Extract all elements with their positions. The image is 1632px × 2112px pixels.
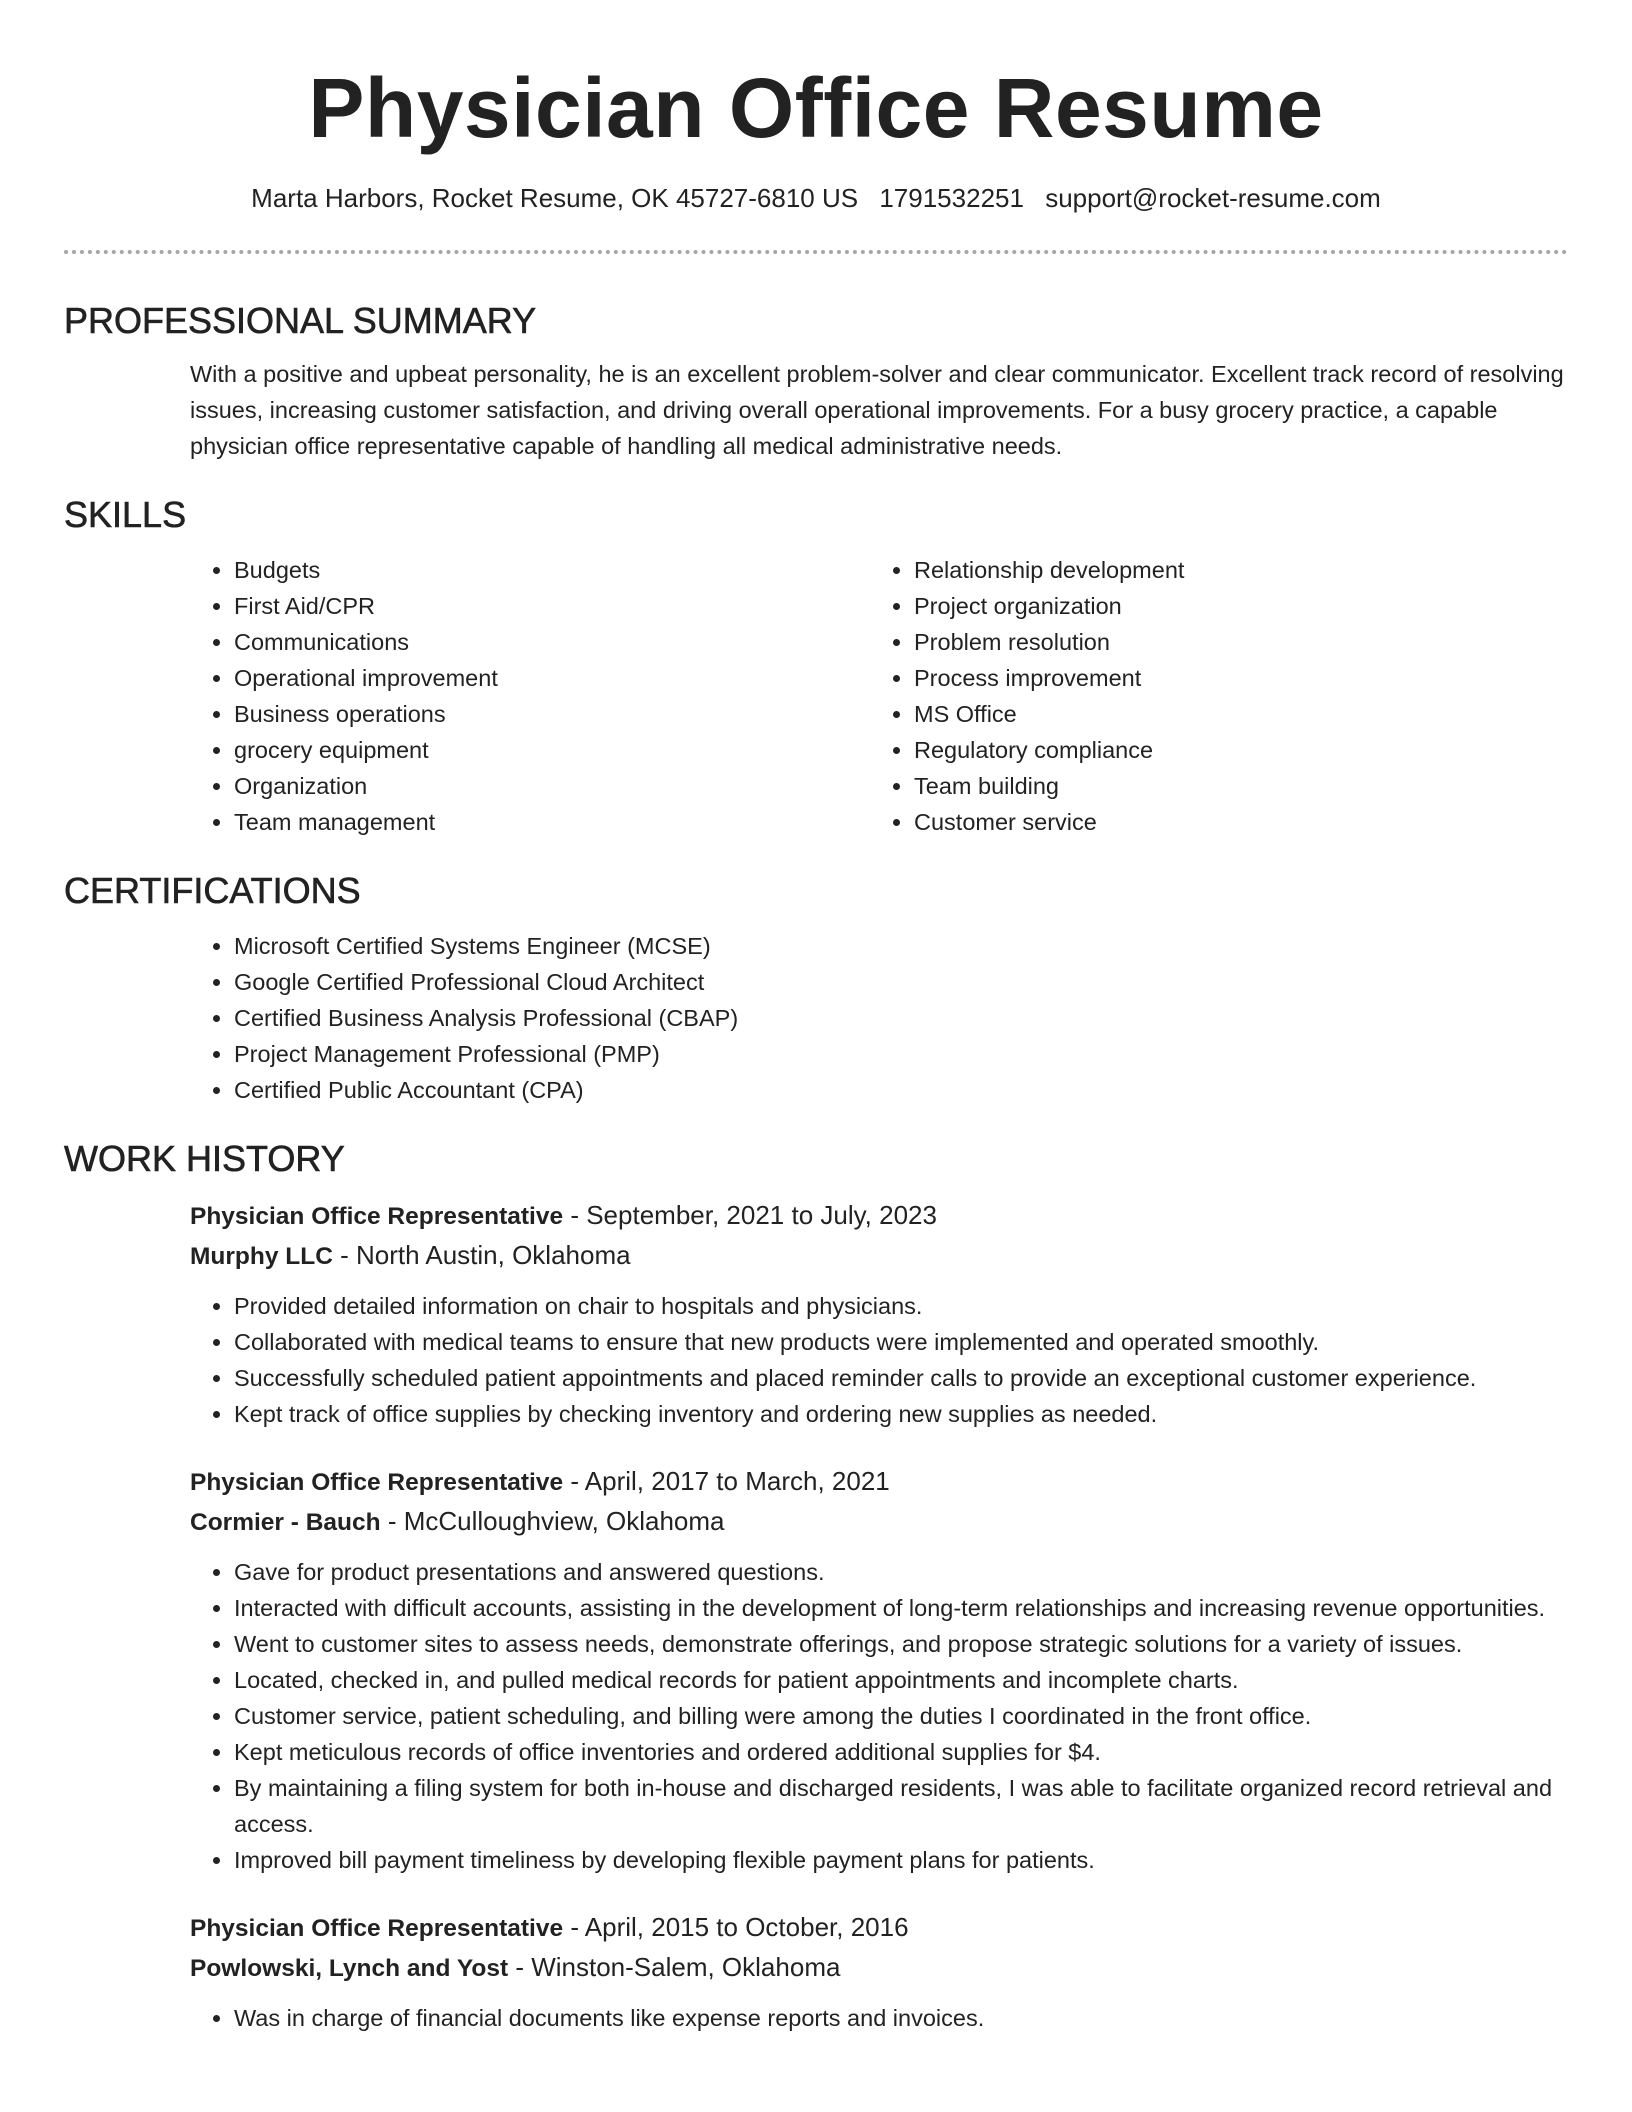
job-title: Physician Office Representative: [190, 1203, 564, 1230]
contact-phone: 1791532251: [879, 183, 1024, 213]
contact-address: Marta Harbors, Rocket Resume, OK 45727-6810 US: [251, 183, 859, 213]
certification-item: • Microsoft Certified Systems Engineer (MCSE): [234, 928, 1568, 964]
skill-item: • Regulatory compliance: [914, 732, 1550, 768]
job-bullet: • Customer service, patient scheduling, and billing were among the duties I coordinated in the front office.: [234, 1698, 1568, 1734]
summary-text: With a positive and upbeat personality, he is an excellent problem-solver and clear communicator. Excellent track record of resolving issues, increasing customer satisfaction, and driving overall operational improvements. For a busy grocery practice, a capable physician office representative capable of handling all medical administrative needs.: [190, 361, 1564, 459]
job-bullets: [64, 1554, 1568, 1878]
certification-item: • Project Management Professional (PMP): [234, 1036, 1568, 1072]
job-entry: [190, 1462, 1568, 1878]
skill-item: • Problem resolution: [914, 624, 1550, 660]
skill-item: • Relationship development: [914, 552, 1550, 588]
job-bullet: • Interacted with difficult accounts, assisting in the development of long-term relationships and increasing revenue opportunities.: [234, 1590, 1568, 1626]
skills-heading: SKILLS: [64, 494, 187, 535]
summary-section: [64, 290, 1568, 464]
job-company: Murphy LLC: [190, 1243, 333, 1270]
job-bullet: • Collaborated with medical teams to ensure that new products were implemented and operated smoothly.: [234, 1324, 1568, 1360]
skill-item: • Communications: [234, 624, 870, 660]
skill-item: • Operational improvement: [234, 660, 870, 696]
skills-list-left: [190, 552, 870, 840]
skill-item: • MS Office: [914, 696, 1550, 732]
certification-item: • Certified Business Analysis Professional (CBAP): [234, 1000, 1568, 1036]
contact-email: support@rocket-resume.com: [1045, 183, 1381, 213]
job-company: Powlowski, Lynch and Yost: [190, 1955, 509, 1982]
skill-item: • Budgets: [234, 552, 870, 588]
job-location: - Winston-Salem, Oklahoma: [508, 1952, 841, 1982]
certifications-heading: CERTIFICATIONS: [64, 870, 361, 911]
job-location: - McCulloughview, Oklahoma: [380, 1506, 725, 1536]
certification-item: • Google Certified Professional Cloud Architect: [234, 964, 1568, 1000]
job-bullet: • By maintaining a filing system for both in-house and discharged residents, I was able to facilitate organized record retrieval and access.: [234, 1770, 1568, 1842]
skills-list-right: [870, 552, 1550, 840]
skill-item: • Team management: [234, 804, 870, 840]
skill-item: • grocery equipment: [234, 732, 870, 768]
job-bullet: • Went to customer sites to assess needs, demonstrate offerings, and propose strategic solutions for a variety of issues.: [234, 1626, 1568, 1662]
skill-item: • Organization: [234, 768, 870, 804]
job-title: Physician Office Representative: [190, 1469, 564, 1496]
skill-item: • Project organization: [914, 588, 1550, 624]
work-history-heading: WORK HISTORY: [64, 1138, 345, 1179]
job-bullet: • Kept meticulous records of office inventories and ordered additional supplies for $4.: [234, 1734, 1568, 1770]
header-divider: [64, 250, 1568, 254]
skill-item: • First Aid/CPR: [234, 588, 870, 624]
certifications-section: [64, 860, 1568, 1108]
work-history-section: [64, 1128, 1568, 2036]
summary-heading: PROFESSIONAL SUMMARY: [64, 300, 537, 341]
job-title: Physician Office Representative: [190, 1915, 564, 1942]
job-company-line: [190, 1948, 1568, 1988]
job-bullets: [64, 2000, 1568, 2036]
job-title-line: [190, 1908, 1568, 1948]
job-company: Cormier - Bauch: [190, 1509, 381, 1536]
job-location: - North Austin, Oklahoma: [332, 1240, 631, 1270]
page-title: Physician Office Resume: [308, 61, 1324, 155]
skill-item: • Team building: [914, 768, 1550, 804]
jobs-list: [64, 1196, 1568, 2036]
job-title-line: [190, 1462, 1568, 1502]
resume-content: [64, 290, 1568, 2036]
job-company-line: [190, 1236, 1568, 1276]
job-bullet: • Gave for product presentations and answered questions.: [234, 1554, 1568, 1590]
job-bullet: • Provided detailed information on chair to hospitals and physicians.: [234, 1288, 1568, 1324]
certification-item: • Certified Public Accountant (CPA): [234, 1072, 1568, 1108]
job-bullet: • Was in charge of financial documents like expense reports and invoices.: [234, 2000, 1568, 2036]
job-company-line: [190, 1502, 1568, 1542]
job-dates: - April, 2017 to March, 2021: [563, 1466, 890, 1496]
skill-item: • Process improvement: [914, 660, 1550, 696]
job-dates: - April, 2015 to October, 2016: [563, 1912, 909, 1942]
skills-section: [64, 484, 1568, 840]
job-bullet: • Improved bill payment timeliness by developing flexible payment plans for patients.: [234, 1842, 1568, 1878]
certifications-list: [190, 928, 1568, 1108]
job-bullet: • Located, checked in, and pulled medical records for patient appointments and incomplete charts.: [234, 1662, 1568, 1698]
job-title-line: [190, 1196, 1568, 1236]
skill-item: • Business operations: [234, 696, 870, 732]
job-bullets: [64, 1288, 1568, 1432]
job-entry: [190, 1908, 1568, 2036]
job-entry: [190, 1196, 1568, 1432]
job-bullet: • Kept track of office supplies by checking inventory and ordering new supplies as needed.: [234, 1396, 1568, 1432]
contact-line: [0, 176, 1632, 220]
job-bullet: • Successfully scheduled patient appointments and placed reminder calls to provide an exceptional customer experience.: [234, 1360, 1568, 1396]
job-dates: - September, 2021 to July, 2023: [563, 1200, 937, 1230]
skill-item: • Customer service: [914, 804, 1550, 840]
